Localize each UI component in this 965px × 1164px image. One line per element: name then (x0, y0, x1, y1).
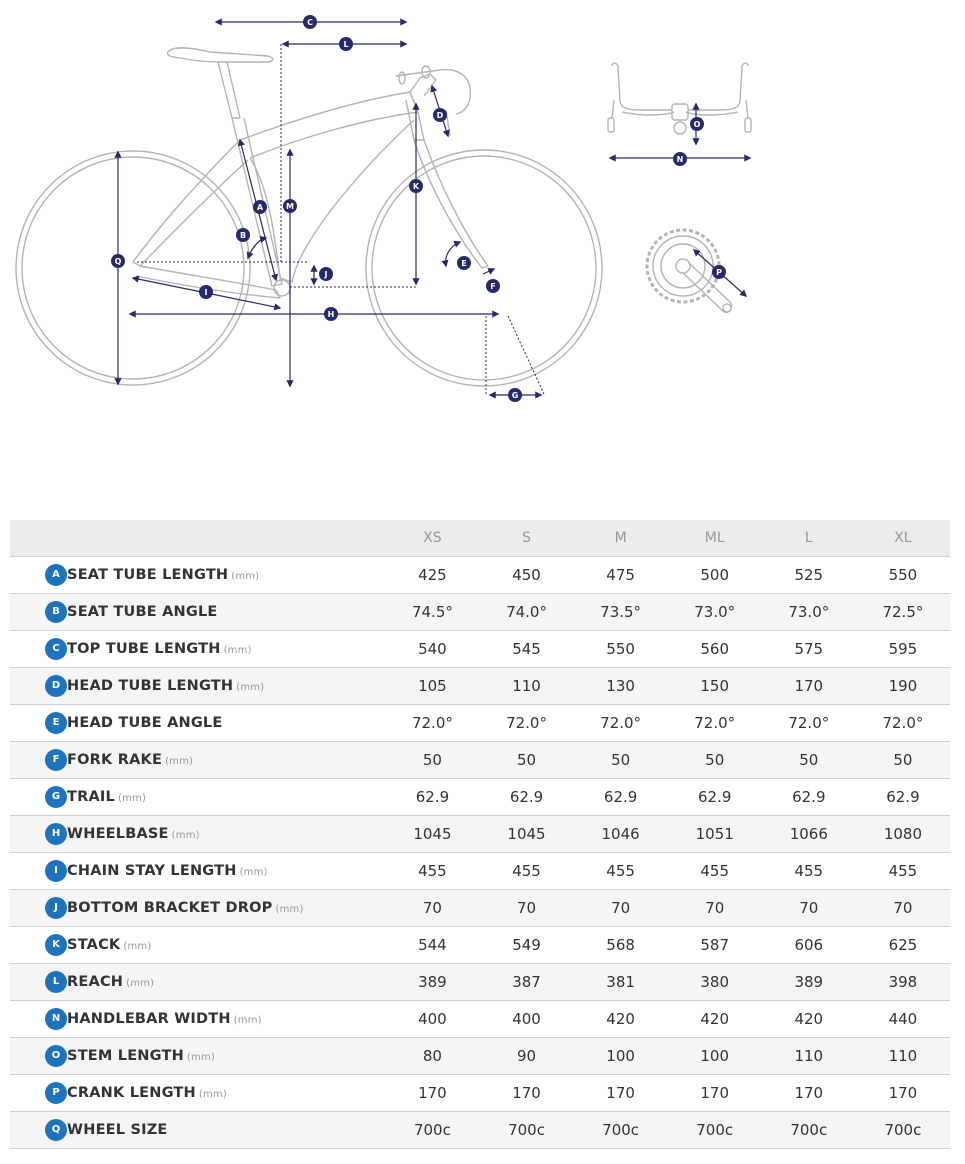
measurement-value: 62.9 (856, 779, 950, 816)
measurement-value: 1080 (856, 816, 950, 853)
row-badge-cell (10, 1075, 67, 1112)
row-badge-cell (10, 964, 67, 1001)
measurement-value: 587 (668, 927, 762, 964)
measurement-letter-badge: I (45, 860, 67, 882)
measurement-value: 62.9 (385, 779, 479, 816)
measurement-unit: (mm) (275, 904, 304, 915)
measurement-value: 560 (668, 631, 762, 668)
table-row (10, 1038, 950, 1075)
measurement-unit: (mm) (236, 682, 265, 693)
measurement-name-cell (67, 742, 385, 779)
reference-lines (137, 44, 544, 394)
measurement-value: 72.0° (762, 705, 856, 742)
handlebar-top-view (608, 63, 751, 134)
table-row (10, 927, 950, 964)
measurement-value: 62.9 (479, 779, 573, 816)
measurement-value: 70 (856, 890, 950, 927)
measurement-value: 700c (385, 1112, 479, 1149)
dimension-label-j (319, 267, 333, 281)
table-row (10, 1075, 950, 1112)
measurement-name-cell (67, 594, 385, 631)
row-badge-cell (10, 890, 67, 927)
size-header: M (574, 520, 668, 557)
table-row (10, 816, 950, 853)
measurement-value: 700c (668, 1112, 762, 1149)
svg-text:K: K (412, 182, 420, 191)
measurement-value: 72.0° (856, 705, 950, 742)
measurement-name: TRAIL (67, 789, 115, 805)
table-row (10, 779, 950, 816)
measurement-name-cell (67, 964, 385, 1001)
measurement-name: BOTTOM BRACKET DROP (67, 900, 273, 916)
dimension-label-k (409, 179, 423, 193)
measurement-value: 389 (762, 964, 856, 1001)
row-badge-cell (10, 631, 67, 668)
measurement-value: 381 (574, 964, 668, 1001)
svg-text:I: I (204, 288, 208, 297)
measurement-value: 420 (762, 1001, 856, 1038)
svg-text:A: A (256, 203, 264, 212)
measurement-name: CHAIN STAY LENGTH (67, 863, 237, 879)
measurement-value: 72.0° (385, 705, 479, 742)
measurement-value: 70 (762, 890, 856, 927)
geometry-table (10, 520, 950, 1149)
measurement-name: SEAT TUBE LENGTH (67, 567, 229, 583)
measurement-letter-badge: P (45, 1082, 67, 1104)
svg-text:P: P (716, 268, 722, 277)
measurement-value: 549 (479, 927, 573, 964)
measurement-value: 170 (479, 1075, 573, 1112)
measurement-value: 50 (668, 742, 762, 779)
measurement-value: 455 (762, 853, 856, 890)
measurement-value: 105 (385, 668, 479, 705)
measurement-value: 62.9 (762, 779, 856, 816)
dimension-label-c (303, 15, 317, 29)
measurement-value: 110 (762, 1038, 856, 1075)
dimension-label-g (508, 388, 522, 402)
svg-text:H: H (327, 310, 335, 319)
measurement-value: 550 (856, 557, 950, 594)
row-badge-cell (10, 557, 67, 594)
measurement-name: CRANK LENGTH (67, 1085, 196, 1101)
measurement-value: 525 (762, 557, 856, 594)
measurement-value: 70 (385, 890, 479, 927)
measurement-value: 700c (479, 1112, 573, 1149)
measurement-value: 170 (856, 1075, 950, 1112)
measurement-letter-badge: E (45, 712, 67, 734)
dimension-label-e (457, 256, 471, 270)
table-header-row (10, 520, 950, 557)
measurement-value: 595 (856, 631, 950, 668)
measurement-value: 73.5° (574, 594, 668, 631)
row-badge-cell (10, 853, 67, 890)
measurement-value: 389 (385, 964, 479, 1001)
measurement-value: 544 (385, 927, 479, 964)
measurement-unit: (mm) (171, 830, 200, 841)
measurement-value: 420 (574, 1001, 668, 1038)
measurement-letter-badge: N (45, 1008, 67, 1030)
measurement-value: 400 (479, 1001, 573, 1038)
measurement-name: STEM LENGTH (67, 1048, 184, 1064)
measurement-letter-badge: H (45, 823, 67, 845)
dimension-label-h (324, 307, 338, 321)
svg-text:J: J (324, 270, 328, 279)
measurement-unit: (mm) (233, 1015, 262, 1026)
measurement-value: 50 (479, 742, 573, 779)
dimension-label-f (486, 279, 500, 293)
table-row (10, 594, 950, 631)
measurement-value: 70 (668, 890, 762, 927)
size-header: XL (856, 520, 950, 557)
measurement-unit: (mm) (165, 756, 194, 767)
measurement-value: 70 (479, 890, 573, 927)
bike-drawing (0, 0, 965, 470)
measurement-value: 450 (479, 557, 573, 594)
dimension-label-p (712, 265, 726, 279)
measurement-name-cell (67, 853, 385, 890)
measurement-value: 70 (574, 890, 668, 927)
measurement-unit: (mm) (123, 941, 152, 952)
table-row (10, 890, 950, 927)
measurement-value: 625 (856, 927, 950, 964)
measurement-value: 425 (385, 557, 479, 594)
row-badge-cell (10, 668, 67, 705)
measurement-name-cell (67, 1112, 385, 1149)
measurement-letter-badge: L (45, 971, 67, 993)
dimension-label-a (253, 200, 267, 214)
svg-text:O: O (693, 120, 701, 129)
measurement-value: 110 (856, 1038, 950, 1075)
table-row (10, 742, 950, 779)
measurement-value: 455 (385, 853, 479, 890)
measurement-value: 110 (479, 668, 573, 705)
measurement-letter-badge: K (45, 934, 67, 956)
measurement-value: 1051 (668, 816, 762, 853)
measurement-letter-badge: G (45, 786, 67, 808)
bike-geometry-diagram (0, 0, 965, 470)
bike-frame (133, 48, 488, 298)
measurement-name-cell (67, 705, 385, 742)
dimension-label-o (690, 117, 704, 131)
measurement-name: WHEEL SIZE (67, 1122, 168, 1138)
measurement-value: 73.0° (762, 594, 856, 631)
measurement-letter-badge: J (45, 897, 67, 919)
measurement-name-cell (67, 890, 385, 927)
measurement-value: 1066 (762, 816, 856, 853)
measurement-name-cell (67, 631, 385, 668)
svg-text:G: G (511, 391, 519, 400)
table-row (10, 964, 950, 1001)
size-header: L (762, 520, 856, 557)
svg-text:N: N (676, 155, 684, 164)
svg-text:D: D (436, 111, 444, 120)
measurement-unit: (mm) (126, 978, 155, 989)
measurement-value: 130 (574, 668, 668, 705)
measurement-value: 545 (479, 631, 573, 668)
row-badge-cell (10, 705, 67, 742)
measurement-name-cell (67, 1038, 385, 1075)
measurement-name: SEAT TUBE ANGLE (67, 604, 218, 620)
measurement-value: 1045 (479, 816, 573, 853)
measurement-value: 700c (856, 1112, 950, 1149)
measurement-value: 190 (856, 668, 950, 705)
measurement-name-cell (67, 1001, 385, 1038)
measurement-unit: (mm) (117, 793, 147, 804)
measurement-value: 150 (668, 668, 762, 705)
measurement-value: 455 (479, 853, 573, 890)
measurement-value: 62.9 (668, 779, 762, 816)
row-badge-cell (10, 742, 67, 779)
measurement-value: 72.0° (574, 705, 668, 742)
measurement-value: 420 (668, 1001, 762, 1038)
measurement-value: 400 (385, 1001, 479, 1038)
measurement-unit: (mm) (198, 1089, 227, 1100)
measurement-value: 500 (668, 557, 762, 594)
rear-wheel (16, 151, 250, 385)
size-header: ML (668, 520, 762, 557)
measurement-value: 100 (668, 1038, 762, 1075)
row-badge-cell (10, 1001, 67, 1038)
measurement-name-cell (67, 927, 385, 964)
table-body (10, 557, 950, 1149)
measurement-value: 380 (668, 964, 762, 1001)
measurement-value: 700c (574, 1112, 668, 1149)
row-badge-cell (10, 816, 67, 853)
table-row (10, 705, 950, 742)
measurement-name-cell (67, 779, 385, 816)
table-row (10, 1112, 950, 1149)
measurement-unit: (mm) (239, 867, 268, 878)
dimension-label-i (199, 285, 213, 299)
measurement-value: 80 (385, 1038, 479, 1075)
dimension-label-q (111, 254, 125, 268)
measurement-value: 700c (762, 1112, 856, 1149)
svg-text:Q: Q (114, 257, 122, 266)
measurement-value: 74.5° (385, 594, 479, 631)
svg-text:L: L (343, 40, 349, 49)
header-blank (67, 520, 385, 557)
measurement-value: 540 (385, 631, 479, 668)
measurement-unit: (mm) (223, 645, 252, 656)
measurement-value: 1045 (385, 816, 479, 853)
dimension-lines (118, 22, 541, 395)
measurement-value: 62.9 (574, 779, 668, 816)
table-row (10, 853, 950, 890)
measurement-value: 455 (856, 853, 950, 890)
measurement-value: 73.0° (668, 594, 762, 631)
row-badge-cell (10, 1112, 67, 1149)
measurement-name: HEAD TUBE LENGTH (67, 678, 234, 694)
row-badge-cell (10, 1038, 67, 1075)
measurement-name: HANDLEBAR WIDTH (67, 1011, 231, 1027)
measurement-value: 475 (574, 557, 668, 594)
measurement-name: REACH (67, 974, 124, 990)
measurement-name-cell (67, 668, 385, 705)
measurement-name-cell (67, 1075, 385, 1112)
table-row (10, 1001, 950, 1038)
dimension-label-d (433, 108, 447, 122)
svg-text:C: C (307, 18, 313, 27)
table-row (10, 557, 950, 594)
measurement-unit: (mm) (186, 1052, 216, 1063)
measurement-value: 170 (668, 1075, 762, 1112)
svg-text:E: E (461, 259, 467, 268)
measurement-name-cell (67, 816, 385, 853)
dimension-label-l (339, 37, 353, 51)
size-header: XS (385, 520, 479, 557)
measurement-name: TOP TUBE LENGTH (67, 641, 221, 657)
svg-text:F: F (490, 282, 496, 291)
measurement-value: 170 (762, 668, 856, 705)
measurement-value: 455 (574, 853, 668, 890)
measurement-value: 550 (574, 631, 668, 668)
measurement-value: 72.0° (479, 705, 573, 742)
measurement-letter-badge: O (45, 1045, 67, 1067)
row-badge-cell (10, 779, 67, 816)
measurement-letter-badge: C (45, 638, 67, 660)
measurement-value: 72.0° (668, 705, 762, 742)
measurement-value: 606 (762, 927, 856, 964)
measurement-value: 50 (856, 742, 950, 779)
dimension-label-m (283, 199, 297, 213)
measurement-name: HEAD TUBE ANGLE (67, 715, 223, 731)
measurement-letter-badge: B (45, 601, 67, 623)
measurement-value: 170 (385, 1075, 479, 1112)
measurement-name: FORK RAKE (67, 752, 163, 768)
dimension-label-b (236, 228, 250, 242)
table-row (10, 631, 950, 668)
measurement-letter-badge: D (45, 675, 67, 697)
measurement-value: 50 (574, 742, 668, 779)
svg-text:M: M (286, 202, 294, 211)
measurement-value: 90 (479, 1038, 573, 1075)
measurement-value: 455 (668, 853, 762, 890)
svg-text:B: B (239, 231, 247, 240)
measurement-value: 50 (762, 742, 856, 779)
measurement-value: 100 (574, 1038, 668, 1075)
size-header: S (479, 520, 573, 557)
measurement-value: 170 (574, 1075, 668, 1112)
measurement-value: 1046 (574, 816, 668, 853)
measurement-value: 568 (574, 927, 668, 964)
measurement-letter-badge: F (45, 749, 67, 771)
measurement-value: 398 (856, 964, 950, 1001)
measurement-value: 440 (856, 1001, 950, 1038)
measurement-name-cell (67, 557, 385, 594)
measurement-value: 72.5° (856, 594, 950, 631)
measurement-name: WHEELBASE (67, 826, 169, 842)
measurement-value: 50 (385, 742, 479, 779)
measurement-value: 575 (762, 631, 856, 668)
measurement-value: 74.0° (479, 594, 573, 631)
measurement-letter-badge: Q (45, 1119, 67, 1141)
row-badge-cell (10, 927, 67, 964)
table-row (10, 668, 950, 705)
measurement-unit: (mm) (231, 571, 260, 582)
dimension-label-n (673, 152, 687, 166)
header-blank (10, 520, 67, 557)
measurement-value: 387 (479, 964, 573, 1001)
row-badge-cell (10, 594, 67, 631)
handlebar-dimensions (610, 104, 750, 158)
measurement-letter-badge: A (45, 564, 67, 586)
measurement-name: STACK (67, 937, 121, 953)
measurement-value: 170 (762, 1075, 856, 1112)
